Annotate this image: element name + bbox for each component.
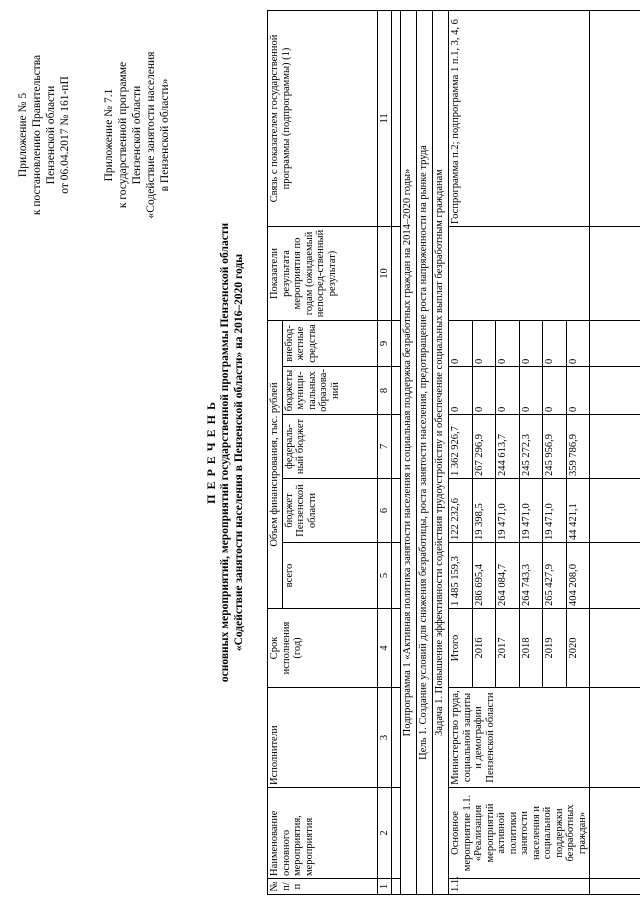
header-link: Связь с показателем государственной программы (подпрограммы) (1) <box>268 10 378 226</box>
empty-cell <box>590 788 640 879</box>
header-total: всего <box>282 543 377 609</box>
row-total: 264 743,3 <box>519 543 543 609</box>
header-period: Срок исполнения (год) <box>268 609 378 688</box>
separator-cell <box>392 543 401 609</box>
col-number: 2 <box>377 788 392 879</box>
separator-row <box>392 10 401 894</box>
separator-cell <box>392 10 401 226</box>
row-name: Основное мероприятие 1.1. «Реализация мероприятий активной политики занятости населения и социальной поддержки безработных граждан» <box>449 788 590 879</box>
row-num: 1.1. <box>449 879 590 895</box>
header-row <box>268 10 283 894</box>
header-indicators: Показатели результата мероприятия по годам (ожидаемый непосред-ственный результат) <box>268 226 378 320</box>
row-period: Итого <box>449 609 473 688</box>
appendix-7-1-line: «Содействие занятости населения <box>145 51 157 219</box>
col-number: 8 <box>377 367 392 415</box>
row-offbudget: 0 <box>543 320 567 366</box>
empty-cell <box>590 320 640 366</box>
row-federal: 359 786,9 <box>566 415 590 479</box>
appendix-7-1-block <box>102 15 172 255</box>
row-offbudget: 0 <box>449 320 473 366</box>
appendix-5-line: Приложение № 5 <box>17 92 29 178</box>
row-federal: 244 613,7 <box>496 415 520 479</box>
document-subtitle-line-1: основных мероприятий, мероприятий государственной программы Пензенской области <box>219 222 231 683</box>
column-number-row <box>377 10 392 894</box>
col-number: 6 <box>377 479 392 543</box>
separator-cell <box>392 226 401 320</box>
separator-cell <box>392 879 401 895</box>
separator-cell <box>392 320 401 366</box>
header-federal: федераль-ный бюджет <box>282 415 377 479</box>
empty-cell <box>590 479 640 543</box>
header-offbudget: внебюд-жетные средства <box>282 320 377 366</box>
row-regional: 19 471,0 <box>543 479 567 543</box>
row-regional: 19 471,0 <box>519 479 543 543</box>
separator-cell <box>392 367 401 415</box>
empty-cell <box>590 415 640 479</box>
row-period: 2020 <box>566 609 590 688</box>
appendix-7-1-line: Пензенской области <box>131 85 143 185</box>
row-municipal: 0 <box>543 367 567 415</box>
header-name: Наименование основного мероприятия, мероприятия <box>268 788 378 879</box>
row-regional: 122 232,6 <box>449 479 473 543</box>
appendix-5-line: к постановлению Правительства <box>31 54 43 216</box>
row-regional: 19 398,5 <box>472 479 496 543</box>
empty-cell <box>590 226 640 320</box>
document-subtitle-line-2: «Содействие занятости населения в Пензенской области» на 2016–2020 годы <box>233 253 245 652</box>
header-municipal: бюджеты муници-пальных образова-ний <box>282 367 377 415</box>
row-period: 2017 <box>496 609 520 688</box>
header-funding: Объем финансирования, тыс. рублей <box>268 320 283 608</box>
activities-table <box>267 10 640 895</box>
header-executors: Исполнители <box>268 688 378 788</box>
separator-cell <box>392 609 401 688</box>
col-number: 5 <box>377 543 392 609</box>
separator-cell <box>392 479 401 543</box>
row-municipal: 0 <box>449 367 473 415</box>
row-federal: 245 956,9 <box>543 415 567 479</box>
row-indicators <box>449 226 590 320</box>
separator-cell <box>392 788 401 879</box>
subprogram-row <box>401 10 417 894</box>
row-link: Госпрограмма п.2; подпрограмма 1 п.1, 3, 4, 6 <box>449 10 590 226</box>
row-period: 2018 <box>519 609 543 688</box>
row-municipal: 0 <box>519 367 543 415</box>
row-federal: 245 272,3 <box>519 415 543 479</box>
col-number: 1 <box>377 879 392 895</box>
appendix-7-1-line: Приложение № 7.1 <box>103 88 115 182</box>
goal-row <box>417 10 433 894</box>
table-row-continuation <box>590 10 640 894</box>
row-offbudget: 0 <box>496 320 520 366</box>
col-number: 7 <box>377 415 392 479</box>
row-total: 1 485 159,3 <box>449 543 473 609</box>
appendix-5-line: Пензенской области <box>45 85 57 185</box>
goal-title: Цель 1. Создание условий для снижения безработицы, роста занятости населения, предотвращение роста напряженности на рынке труда <box>417 10 433 894</box>
row-period: 2016 <box>472 609 496 688</box>
empty-cell <box>590 609 640 688</box>
header-num: № п/п <box>268 879 378 895</box>
task-title: Задача 1. Повышение эффективности содействия трудоустройству и обеспечение социальных выплат безработным гражданам <box>433 10 449 894</box>
separator-cell <box>392 415 401 479</box>
row-period: 2019 <box>543 609 567 688</box>
row-municipal: 0 <box>496 367 520 415</box>
col-number: 3 <box>377 688 392 788</box>
row-regional: 44 421,1 <box>566 479 590 543</box>
appendix-5-block <box>16 15 72 255</box>
row-total: 286 695,4 <box>472 543 496 609</box>
row-municipal: 0 <box>566 367 590 415</box>
separator-cell <box>392 688 401 788</box>
empty-cell <box>590 879 640 895</box>
row-federal: 267 296,9 <box>472 415 496 479</box>
table-row <box>449 10 473 894</box>
row-executor: Министерство труда, социальной защиты и демографии Пензенской области <box>449 688 590 788</box>
header-regional: бюджет Пензенской области <box>282 479 377 543</box>
row-total: 264 084,7 <box>496 543 520 609</box>
row-offbudget: 0 <box>519 320 543 366</box>
document-title: П Е Р Е Ч Е Н Ь <box>204 401 218 504</box>
col-number: 11 <box>377 10 392 226</box>
row-offbudget: 0 <box>566 320 590 366</box>
empty-cell <box>590 543 640 609</box>
col-number: 9 <box>377 320 392 366</box>
col-number: 10 <box>377 226 392 320</box>
row-municipal: 0 <box>472 367 496 415</box>
subprogram-title: Подпрограмма 1 «Активная политика занятости населения и социальная поддержка безработных граждан на 2014–2020 годы» <box>401 10 417 894</box>
row-offbudget: 0 <box>472 320 496 366</box>
empty-cell <box>590 10 640 226</box>
appendix-5-line: от 06.04.2017 № 161-пП <box>59 76 71 194</box>
row-federal: 1 362 926,7 <box>449 415 473 479</box>
empty-cell <box>590 367 640 415</box>
appendix-7-1-line: к государственной программе <box>117 61 129 209</box>
task-row <box>433 10 449 894</box>
col-number: 4 <box>377 609 392 688</box>
appendix-7-1-line: в Пензенской области» <box>159 78 171 192</box>
row-regional: 19 471,0 <box>496 479 520 543</box>
row-total: 404 208,0 <box>566 543 590 609</box>
row-total: 265 427,9 <box>543 543 567 609</box>
empty-cell <box>590 688 640 788</box>
